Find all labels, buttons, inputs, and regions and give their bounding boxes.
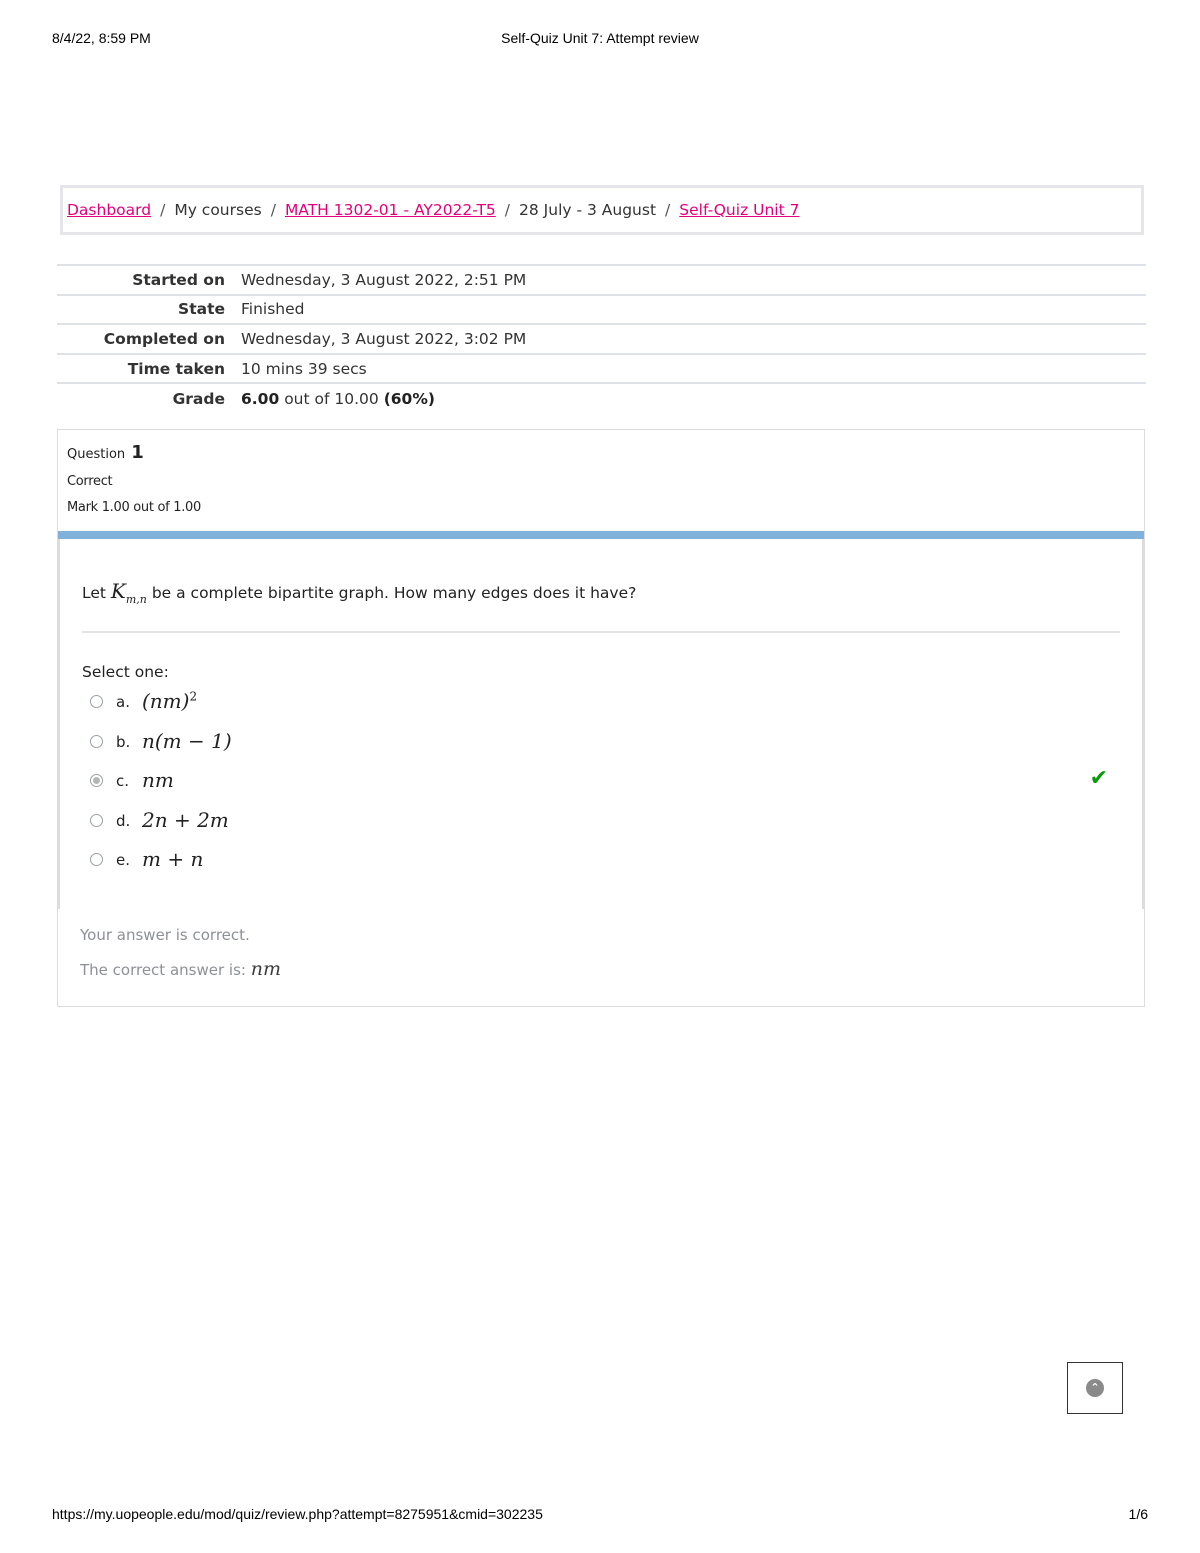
question-number — [67, 442, 201, 463]
chevron-up-icon: ⌃ — [1086, 1379, 1104, 1397]
radio-button[interactable] — [90, 735, 103, 748]
question-text — [82, 579, 636, 606]
attempt-summary-table — [57, 264, 1146, 413]
grade-value — [241, 383, 1146, 413]
answer-letter: b. — [116, 732, 131, 751]
grade-out-of: out of 10.00 — [284, 389, 379, 408]
answer-letter: d. — [116, 811, 131, 830]
answer-option-a[interactable] — [90, 687, 1120, 727]
summary-label: Started on — [132, 270, 225, 289]
answer-options — [90, 687, 1120, 885]
print-date: 8/4/22, 8:59 PM — [52, 30, 151, 46]
answer-option-d[interactable] — [90, 806, 1120, 846]
question-card — [57, 429, 1145, 1007]
answer-expression — [142, 808, 229, 832]
summary-label: Time taken — [127, 359, 225, 378]
breadcrumb-separator: / — [270, 201, 276, 219]
breadcrumb-section: 28 July - 3 August — [519, 201, 657, 219]
question-info — [67, 442, 201, 526]
answer-expression — [142, 689, 197, 713]
summary-value: Wednesday, 3 August 2022, 2:51 PM — [241, 270, 527, 289]
question-number-value: 1 — [131, 442, 144, 463]
breadcrumb-my-courses: My courses — [174, 201, 262, 219]
summary-value: 10 mins 39 secs — [241, 359, 367, 378]
question-formulation — [58, 539, 1144, 909]
answer-option-c[interactable] — [90, 766, 1120, 806]
radio-button[interactable] — [90, 814, 103, 827]
summary-label: State — [178, 300, 225, 319]
breadcrumb-separator: / — [504, 201, 511, 219]
back-to-top-button[interactable] — [1067, 1362, 1123, 1414]
correct-answer — [80, 958, 281, 980]
correct-answer-label: The correct answer is: — [80, 961, 246, 979]
page-number: 1/6 — [1128, 1506, 1148, 1522]
answer-expression — [142, 729, 232, 753]
correct-check-icon: ✔ — [1089, 766, 1108, 791]
radio-button[interactable] — [90, 695, 103, 708]
question-state: Correct — [67, 474, 113, 489]
breadcrumb-course-link[interactable]: MATH 1302-01 - AY2022-T5 — [284, 201, 496, 219]
math-k-mn — [110, 579, 147, 606]
answer-option-b[interactable] — [90, 727, 1120, 767]
summary-label: Grade — [172, 389, 225, 408]
print-title: Self-Quiz Unit 7: Attempt review — [501, 30, 699, 46]
answer-letter: e. — [116, 851, 130, 869]
grade-percent: (60%) — [383, 389, 435, 408]
radio-button[interactable] — [90, 853, 103, 866]
question-text-end: be a complete bipartite graph. How many edges does it have? — [151, 584, 637, 602]
question-label: Question — [67, 447, 126, 462]
answer-option-e[interactable] — [90, 845, 1120, 885]
breadcrumb-dashboard-link[interactable]: Dashboard — [67, 201, 152, 219]
question-header-bar — [58, 531, 1144, 539]
math-subscript: m,n — [125, 593, 147, 606]
answer-expression-text: n(m − 1) — [142, 728, 232, 753]
print-url: https://my.uopeople.edu/mod/quiz/review.php?attempt=8275951&cmid=302235 — [52, 1506, 543, 1522]
breadcrumb — [60, 185, 1144, 235]
summary-row — [57, 324, 1146, 354]
summary-value: Finished — [241, 300, 305, 319]
summary-row — [57, 265, 1146, 295]
answer-expression-text: (nm) — [142, 689, 190, 713]
answer-expression-text: nm — [142, 768, 174, 792]
grade-score: 6.00 — [241, 389, 280, 408]
breadcrumb-separator: / — [665, 201, 671, 219]
summary-row — [57, 383, 1146, 413]
answer-feedback — [80, 926, 281, 994]
correct-answer-expression: nm — [250, 958, 281, 980]
summary-label: Completed on — [103, 329, 225, 348]
breadcrumb-quiz-link[interactable]: Self-Quiz Unit 7 — [679, 201, 800, 219]
answer-expression-text: 2n + 2m — [142, 807, 229, 832]
feedback-text: Your answer is correct. — [80, 926, 250, 944]
summary-value: Wednesday, 3 August 2022, 3:02 PM — [241, 329, 527, 348]
select-one-prompt: Select one: — [82, 663, 169, 681]
print-header — [52, 30, 1148, 50]
answer-exponent: 2 — [189, 689, 198, 704]
print-footer — [52, 1506, 1148, 1522]
answer-expression — [142, 847, 203, 871]
answer-letter: c. — [116, 772, 130, 790]
question-text-start: Let — [82, 584, 106, 602]
divider — [82, 631, 1120, 633]
answer-expression — [142, 768, 174, 792]
math-symbol: K — [110, 579, 126, 603]
question-mark: Mark 1.00 out of 1.00 — [67, 500, 201, 515]
breadcrumb-separator: / — [160, 201, 166, 219]
radio-button-selected[interactable] — [90, 774, 103, 787]
summary-row — [57, 295, 1146, 325]
answer-expression-text: m + n — [142, 847, 204, 871]
answer-letter: a. — [116, 693, 130, 711]
summary-row — [57, 354, 1146, 384]
